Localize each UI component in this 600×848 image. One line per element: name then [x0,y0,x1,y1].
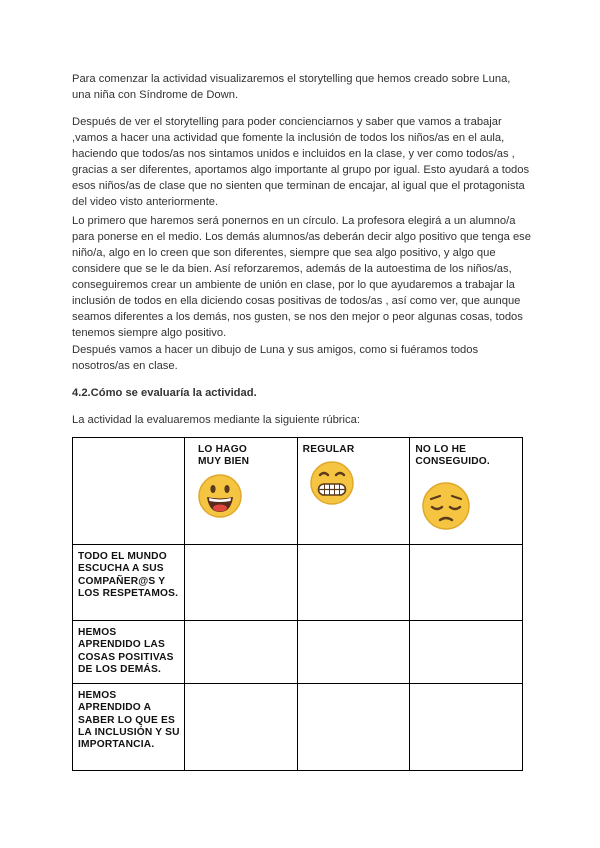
rating-cell[interactable] [185,621,298,684]
rating-cell[interactable] [410,684,523,771]
rating-cell[interactable] [185,545,298,621]
rating-cell[interactable] [185,684,298,771]
evaluation-rubric-table [72,437,523,771]
pensive-face-icon [421,481,471,531]
rubric-row [73,684,523,771]
rating-cell[interactable] [410,621,523,684]
rubric-header-cell [297,438,410,545]
intro-paragraph: Para comenzar la actividad visualizaremos el storytelling que hemos creado sobre Luna, una niña con Síndrome de Down. [72,73,511,101]
rubric-header-cell [185,438,298,545]
rubric-corner-cell [73,438,185,545]
rubric-row [73,545,523,621]
rubric-intro: La actividad la evaluaremos mediante la siguiente rúbrica: [72,414,360,426]
rating-cell[interactable] [410,545,523,621]
rating-cell[interactable] [297,545,410,621]
column-label: NO LO HE CONSEGUIDO. [415,444,490,468]
criterion-cell: TODO EL MUNDO ESCUCHA A SUS COMPAÑER@S Y LOS RESPETAMOS. [73,545,185,621]
grimacing-face-icon [309,460,355,506]
section-heading: 4.2.Cómo se evaluaría la actividad. [72,387,257,399]
rubric-header-row [73,438,523,545]
column-label: REGULAR [302,444,355,455]
criterion-cell: HEMOS APRENDIDO A SABER LO QUE ES LA INCLUSIÓN Y SU IMPORTANCIA. [73,684,185,771]
column-label: LO HAGO MUY BIEN [198,444,250,468]
activity-description-paragraph: Lo primero que haremos será ponernos en un círculo. La profesora elegirá a un alumno/a para ponerse en el medio. Los demás alumnos/as deberán decir algo positivo que tenga ese niño/a, algo en lo creen que son diferentes, siempre que sea algo positivo, y algo que considere que se le da bien. Así reforzaremos, además de la autoestima de los niños/as, conseguiremos crear un ambiente de unión en clase, por lo que ayudaremos a trabajar la inclusión de todos en ella diciendo cosas positivas de todos/as , así como ver, que aunque seamos diferentes a los demás, nos gusten, se nos den mejor o peor algunas cosas, todos tenemos siempre algo positivo. [72,215,531,339]
drawing-paragraph: Después vamos a hacer un dibujo de Luna y sus amigos, como si fuéramos todos nosotros/as en clase. [72,344,479,372]
criterion-cell: HEMOS APRENDIDO LAS COSAS POSITIVAS DE LOS DEMÁS. [73,621,185,684]
rubric-row [73,621,523,684]
explanation-paragraph: Después de ver el storytelling para poder concienciarnos y saber que vamos a trabajar ,vamos a hacer una actividad que fomente la inclusión de todos los niños/as en el aula, haciendo que todos/as nos sintamos unidos e incluidos en la clase, y ver como todos/as , gracias a ser diferentes, aportamos algo importante al grupo por igual. Esto ayudará a todos esos niños/as de clase que no sienten que terminan de encajar, al igual que el protagonista del video visto anteriormente. [72,116,530,208]
rating-cell[interactable] [297,684,410,771]
grinning-face-icon [197,473,243,519]
rubric-header-cell [410,438,523,545]
rating-cell[interactable] [297,621,410,684]
